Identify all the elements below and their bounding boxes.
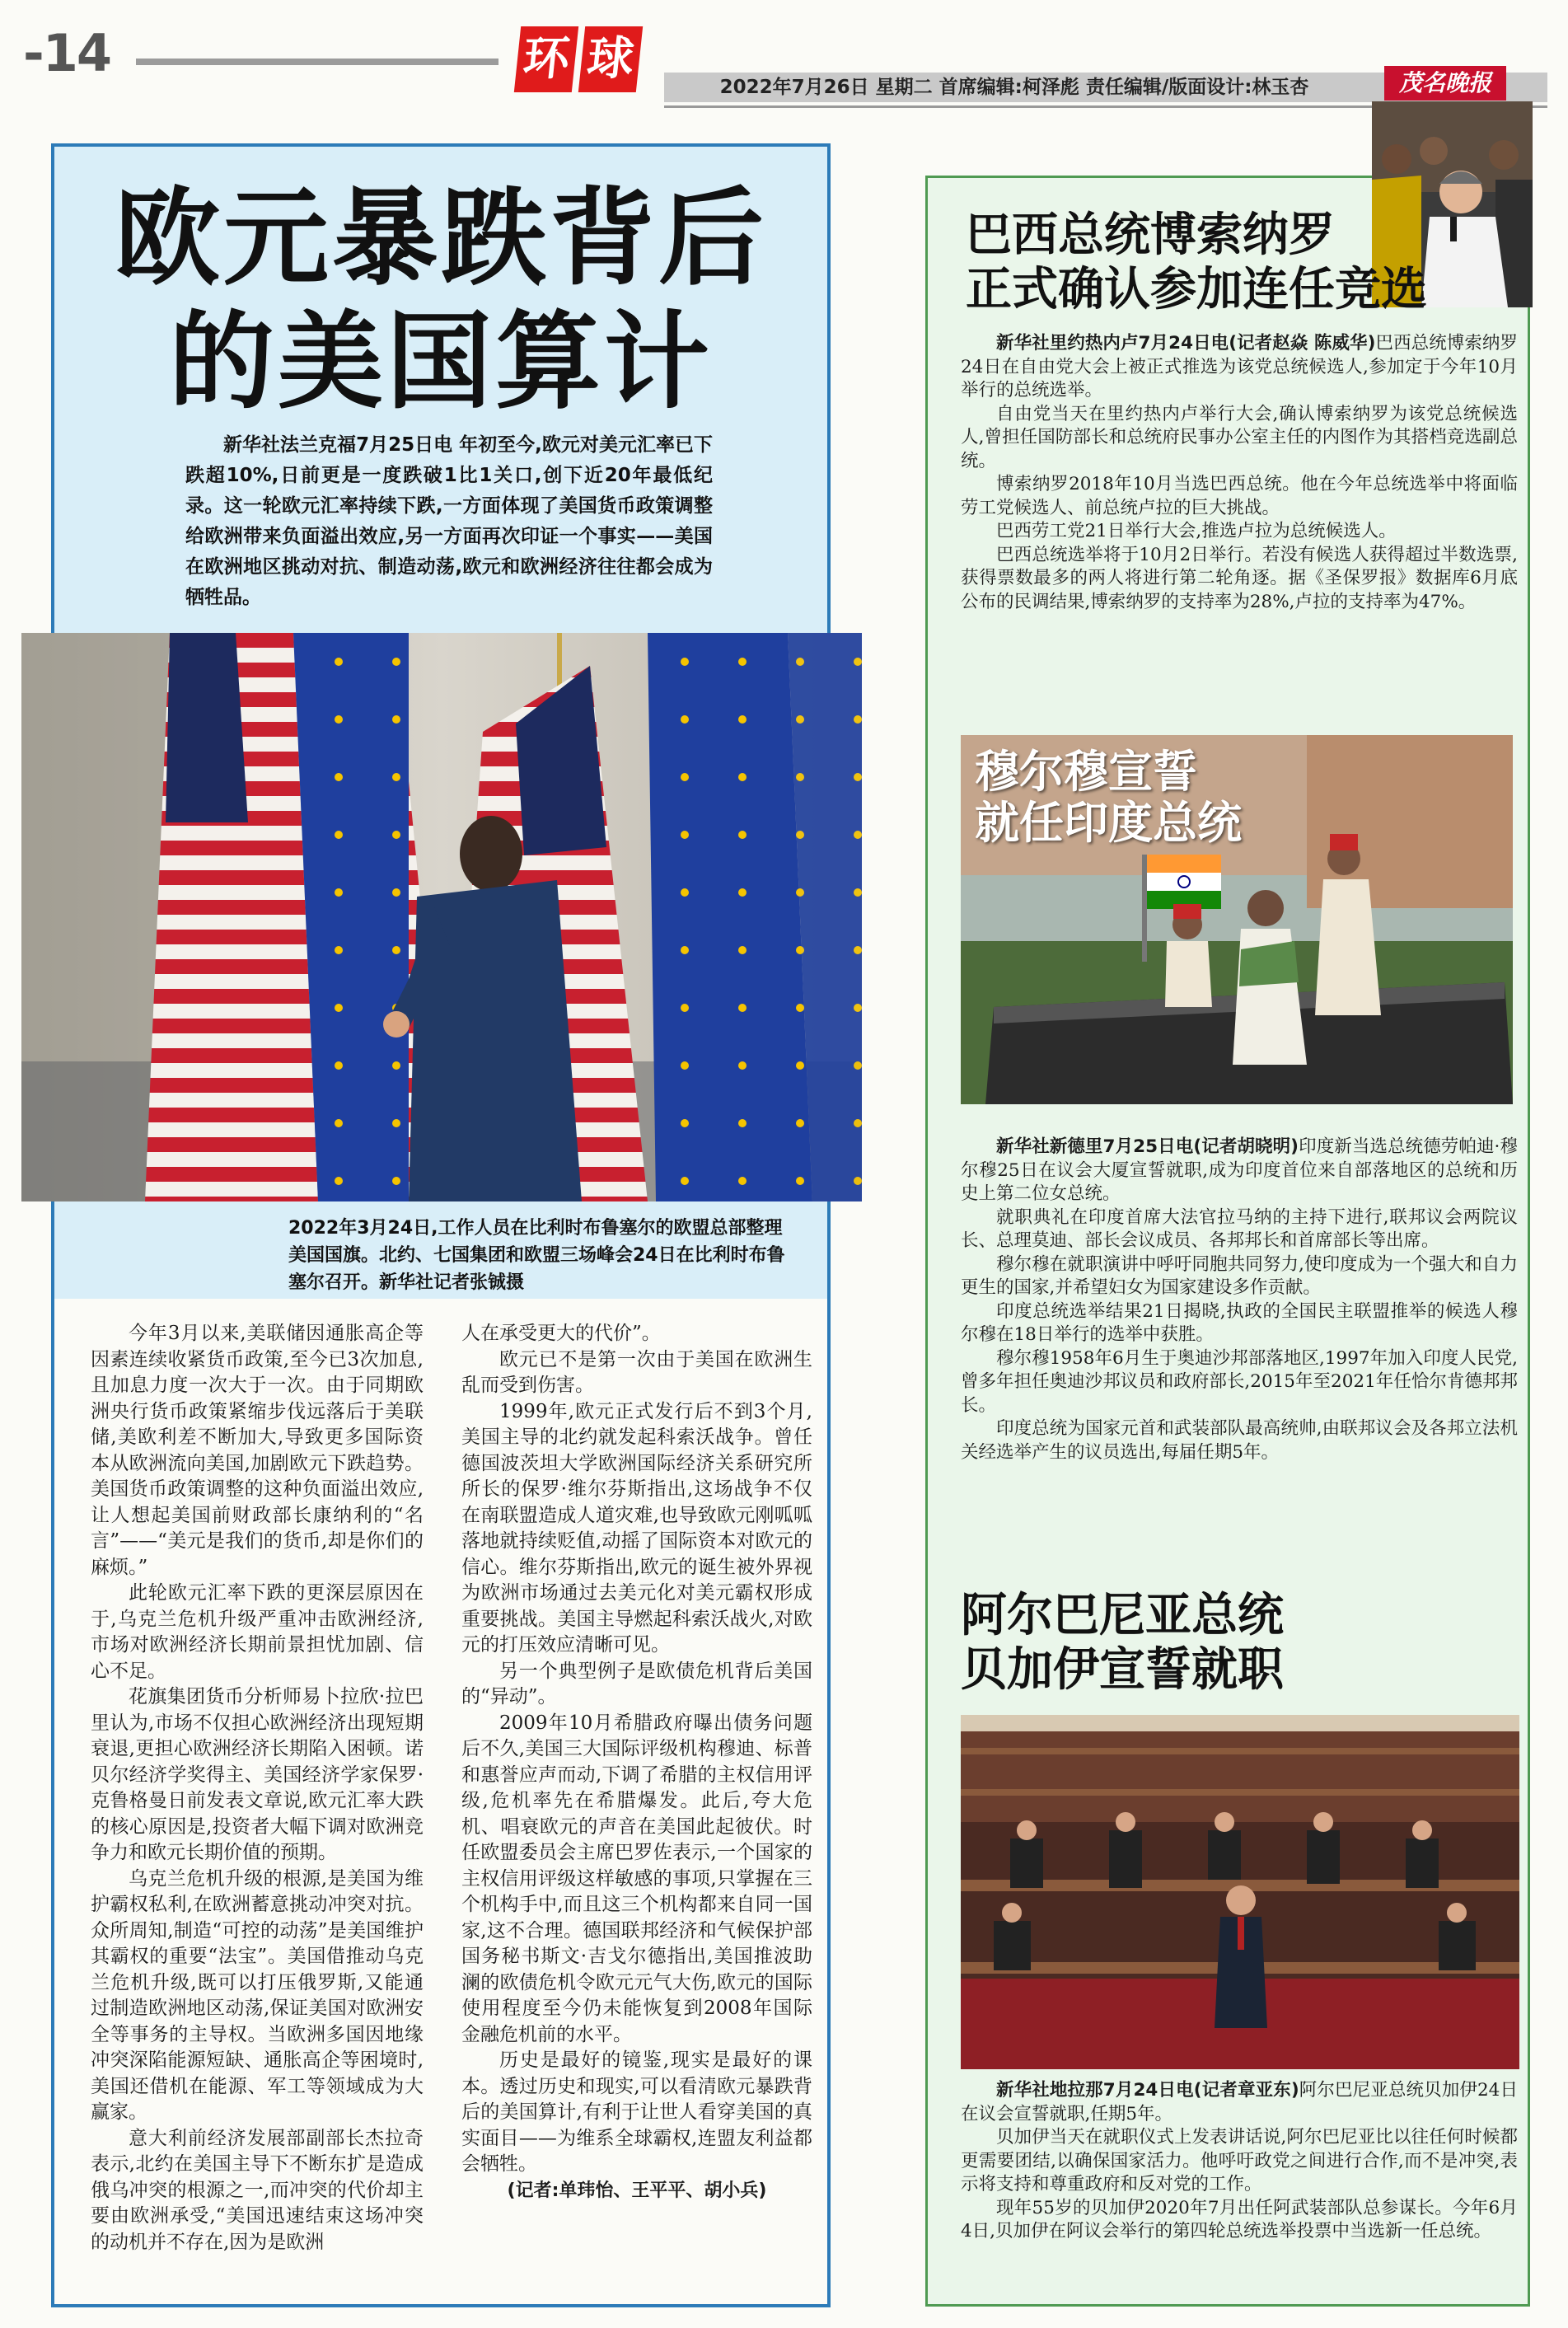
brazil-headline-line-2: 正式确认参加连任竞选 [966,263,1427,316]
photo-caption: 2022年3月24日,工作人员在比利时布鲁塞尔的欧盟总部整理美国国旗。北约、七国集团和欧盟三场峰会24日在比利时布鲁塞尔召开。新华社记者张铖摄 [288,1218,785,1293]
section-char-2: 球 [578,26,643,92]
body-text: 印度新当选总统德劳帕迪·穆尔穆25日在议会大厦宣誓就职,成为印度首位来自部落地区的总统和历史上第二位女总统。 [961,1136,1518,1204]
body-paragraph: 就职典礼在印度首席大法官拉马纳的主持下进行,联邦议会两院议长、总理莫迪、部长会议成员、各邦邦长和首席部长等出席。 [961,1206,1518,1251]
body-paragraph: 今年3月以来,美联储因通胀高企等因素连续收紧货币政策,至今已3次加息,且加息力度一次大于一次。由于同期欧洲央行货币政策紧缩步伐远落后于美联储,美欧利差不断加大,导致更多国际资本从欧洲流向美国,加剧欧元下跌趋势。美国货币政策调整的这种负面溢出效应,让人想起美国前财政部长康纳利的“名言”——“美元是我们的货币,却是你们的麻烦。” [91,1323,424,1578]
albania-article-body [961,2079,1518,2244]
body-text: 阿尔巴尼亚总统贝加伊24日在议会宣誓就职,任期5年。 [961,2080,1518,2124]
india-headline-line-1: 穆尔穆宣誓 [975,746,1197,798]
body-paragraph: 花旗集团货币分析师易卜拉欣·拉巴里认为,市场不仅担心欧洲经济出现短期衰退,更担心欧洲经济长期陷入困顿。诺贝尔经济学奖得主、美国经济学家保罗·克鲁格曼日前发表文章说,欧元汇率大跌的核心原因是,投资者大幅下调对欧洲竞争力和欧元长期价值的预期。 [91,1686,424,1863]
header-rule [136,59,498,65]
photo-albania-parliament [961,1715,1519,2069]
lead-article-headline [54,177,827,424]
body-paragraph: 此轮欧元汇率下跌的更深层原因在于,乌克兰危机升级严重冲击欧洲经济,市场对欧洲经济长期前景担忧加剧、信心不足。 [91,1582,424,1682]
lead-paragraph: 新华社法兰克福7月25日电 年初至今,欧元对美元汇率已下跌超10%,日前更是一度跌破1比1关口,创下近20年最低纪录。这一轮欧元汇率持续下跌,一方面体现了美国货币政策调整给欧洲带来负面溢出效应,另一方面再次印证一个事实——美国在欧洲地区挑动对抗、制造动荡,欧元和欧洲经济往往都会成为牺牲品。 [185,434,713,608]
body-paragraph: 穆尔穆1958年6月生于奥迪沙邦部落地区,1997年加入印度人民党,曾多年担任奥迪沙邦议员和政府部长,2015年至2021年任恰尔肯德邦邦长。 [961,1347,1518,1416]
body-paragraph: 2009年10月希腊政府曝出债务问题后不久,美国三大国际评级机构穆迪、标普和惠誉应声而动,下调了希腊的主权信用评级,危机率先在希腊爆发。此后,夸大危机、唱衰欧元的声音在美国此起彼伏。时任欧盟委员会主席巴罗佐表示,一个国家的主权信用评级这样敏感的事项,只掌握在三个机构手中,而且这三个机构都来自同一国家,这不合理。德国联邦经济和气候保护部国务秘书斯文·吉戈尔德指出,美国推波助澜的欧债危机令欧元元气大伤,欧元的国际使用程度至今仍未能恢复到2008年国际金融危机前的水平。 [461,1712,812,2045]
body-paragraph: 博索纳罗2018年10月当选巴西总统。他在今年总统选举中将面临劳工党候选人、前总统卢拉的巨大挑战。 [961,474,1518,518]
page-number: -14 [23,23,111,83]
body-paragraph: 自由党当天在里约热内卢举行大会,确认博索纳罗为该党总统候选人,曾担任国防部长和总统府民事办公室主任的内图作为其搭档竞选副总统。 [961,403,1518,471]
albania-headline [961,1589,1455,1698]
brazil-article-body [961,332,1518,614]
body-paragraph: 乌克兰危机升级的根源,是美国为维护霸权私利,在欧洲蓄意挑动冲突对抗。众所周知,制造“可控的动荡”是美国维护其霸权的重要“法宝”。美国借推动乌克兰危机升级,既可以打压俄罗斯,又能通过制造欧洲地区动荡,保证美国对欧洲安全等事务的主导权。当欧洲多国因地缘冲突深陷能源短缺、通胀高企等困境时,美国还借机在能源、军工等领域成为大赢家。 [91,1867,424,2123]
body-paragraph: 穆尔穆在就职演讲中呼吁同胞共同努力,使印度成为一个强大和自力更生的国家,并希望妇女为国家建设多作贡献。 [961,1253,1518,1298]
india-headline [975,747,1337,849]
body-paragraph: 意大利前经济发展部副部长杰拉奇表示,北约在美国主导下不断东扩是造成俄乌冲突的根源之一,而冲突的代价却主要由欧洲承受,“美国迅速结束这场冲突的动机并不存在,因为是欧洲 [91,2127,424,2253]
india-headline-line-2: 就任印度总统 [975,797,1242,849]
body-paragraph: 1999年,欧元正式发行后不到3个月,美国主导的北约就发起科索沃战争。曾任德国波茨坦大学欧洲国际经济关系研究所所长的保罗·维尔芬斯指出,这场战争不仅在南联盟造成人道灾难,也导致欧元刚呱呱落地就持续贬值,动摇了国际资本对欧元的信心。维尔芬斯指出,欧元的诞生被外界视为欧洲市场通过去美元化对美元霸权形成重要挑战。美国主导燃起科索沃战火,对欧元的打压效应清晰可见。 [461,1400,812,1656]
lead-article-column-1 [91,1321,424,2255]
header-info: 2022年7月26日 星期二 首席编辑:柯泽彪 责任编辑/版面设计:林玉杏 [719,77,1309,98]
body-paragraph: 印度总统为国家元首和武装部队最高统帅,由联邦议会及各邦立法机关经选举产生的议员选出,每届任期5年。 [961,1418,1518,1463]
photo-flags-eu-headquarters [21,633,862,1201]
lead-article-column-2 [461,1321,812,2204]
body-paragraph: 巴西劳工党21日举行大会,推选卢拉为总统候选人。 [996,521,1397,541]
headline-line-1: 欧元暴跌背后 [114,177,767,300]
body-paragraph: 另一个典型例子是欧债危机背后美国的“异动”。 [461,1660,812,1707]
body-paragraph: 欧元已不是第一次由于美国在欧洲生乱而受到伤害。 [461,1348,812,1396]
dateline: 新华社地拉那7月24日电(记者章亚东) [996,2080,1299,2101]
section-label [517,26,649,92]
india-article-body [961,1136,1518,1464]
section-char-1: 环 [514,26,578,92]
body-text: 巴西总统博索纳罗24日在自由党大会上被正式推选为该党总统候选人,参加定于今年10月举行的总统选举。 [961,333,1518,400]
dateline: 新华社里约热内卢7月24日电(记者赵焱 陈威华) [996,333,1376,354]
body-paragraph: 贝加伊当天在就职仪式上发表讲话说,阿尔巴尼亚比以往任何时候都更需要团结,以确保国家活力。他呼吁政党之间进行合作,而不是冲突,表示将支持和尊重政府和反对党的工作。 [961,2127,1518,2195]
dateline: 新华社新德里7月25日电(记者胡晓明) [996,1136,1299,1157]
headline-line-2: 的美国算计 [168,301,713,424]
albania-headline-line-1: 阿尔巴尼亚总统 [961,1589,1284,1642]
albania-headline-line-2: 贝加伊宣誓就职 [961,1643,1284,1697]
brazil-headline-line-1: 巴西总统博索纳罗 [966,208,1335,262]
body-paragraph: 现年55岁的贝加伊2020年7月出任阿武装部队总参谋长。今年6月4日,贝加伊在阿议会举行的第四轮总统选举投票中当选新一任总统。 [961,2197,1518,2241]
reporter-byline: (记者:单玮怡、王平平、胡小兵) [507,2180,767,2201]
brazil-headline [966,208,1427,317]
masthead-logo: 茂名晚报 [1384,66,1506,101]
body-paragraph: 历史是最好的镜鉴,现实是最好的课本。透过历史和现实,可以看清欧元暴跌背后的美国算计,有利于让世人看穿美国的真实面目——为维系全球霸权,连盟友利益都会牺牲。 [461,2049,812,2175]
body-paragraph: 印度总统选举结果21日揭晓,执政的全国民主联盟推举的候选人穆尔穆在18日举行的选举中获胜。 [961,1300,1518,1345]
body-paragraph: 人在承受更大的代价”。 [461,1323,661,1344]
body-paragraph: 巴西总统选举将于10月2日举行。若没有候选人获得超过半数选票,获得票数最多的两人将进行第二轮角逐。据《圣保罗报》数据库6月底公布的民调结果,博索纳罗的支持率为28%,卢拉的支持率为47%。 [961,544,1518,612]
